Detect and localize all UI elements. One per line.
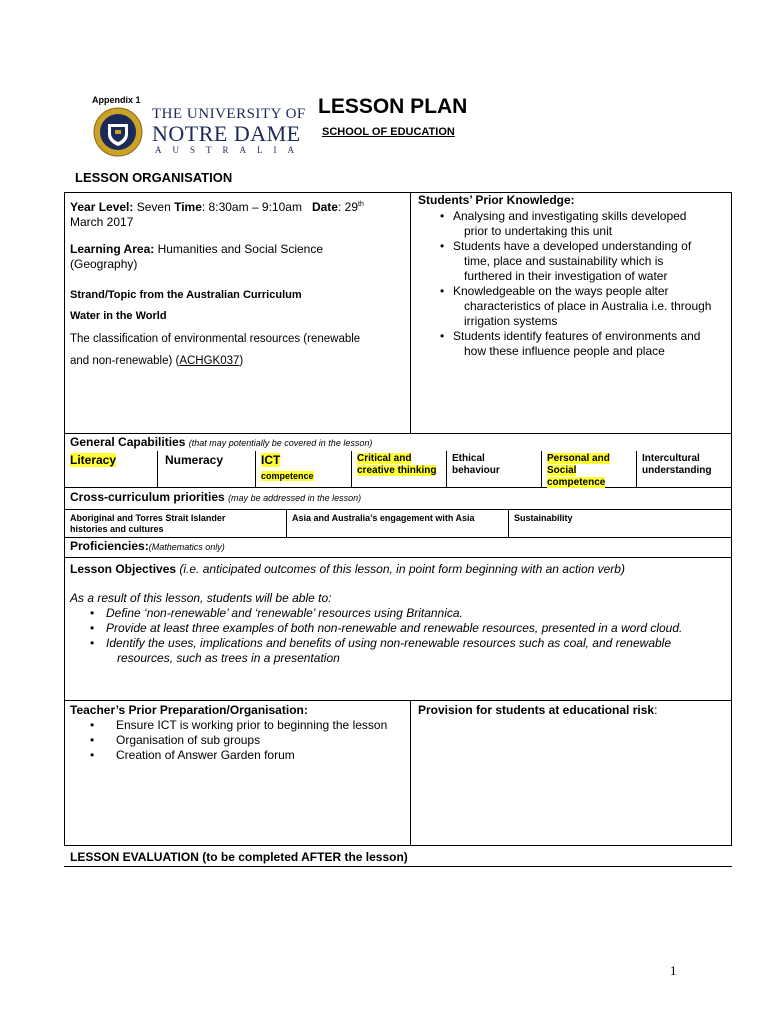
curriculum-code-link[interactable]: ACHGK037 [179,355,240,367]
personal-label-1: Personal and [547,453,610,464]
preparation-list [90,718,406,763]
year-level-label: Year Level: [70,200,134,214]
learning-area-value: Humanities and Social Science [157,242,324,256]
list-item [440,209,730,239]
intercultural-label-1: Intercultural [642,453,700,464]
university-name-line2: NOTRE DAME [152,121,301,146]
ethical-label-2: behaviour [452,465,500,476]
preparation-heading: Teacher’s Prior Preparation/Organisation: [70,703,308,717]
time-label: Time [174,200,202,214]
university-name-line1: THE UNIVERSITY OF [152,106,306,122]
list-item-line: furthered in their investigation of water [464,269,668,283]
critical-label-2: creative thinking [357,465,437,476]
date-value: : 29 [337,200,358,214]
strand-desc-close: ) [239,355,244,367]
strand-heading: Strand/Topic from the Australian Curriculum [70,289,302,301]
appendix-label: Appendix 1 [92,95,141,105]
bullet-icon: • [90,718,95,732]
proficiencies-row [70,539,225,555]
critical-label-1: Critical and [357,453,412,464]
objectives-header [70,562,625,577]
general-capabilities-header [70,435,372,451]
list-item-line: Define ‘non-renewable’ and ‘renewable’ resources using Britannica. [106,606,463,620]
priority-aboriginal-1: Aboriginal and Torres Strait Islander [70,513,226,523]
list-item [440,239,730,284]
list-item [90,718,406,733]
list-item [90,748,406,763]
capability-critical-thinking [357,453,436,477]
bullet-icon: • [440,209,445,223]
strand-description-1: The classification of environmental resources (renewable [70,333,361,345]
list-item-line: Students have a developed understanding of [453,239,692,253]
objectives-heading: Lesson Objectives [70,562,177,576]
proficiencies-heading: Proficiencies: [70,539,149,553]
list-item-line: Analysing and investigating skills developed [453,209,687,223]
bullet-icon: • [90,748,95,762]
bullet-icon: • [440,284,445,298]
bullet-icon: • [90,606,95,620]
intercultural-label-2: understanding [642,465,712,476]
bullet-icon: • [90,636,95,650]
list-item-line: characteristics of place in Australia i.e. through [464,299,712,313]
strand-description-2 [70,354,243,369]
page-number: 1 [670,963,677,978]
year-time-date [70,197,406,230]
provision-colon: : [654,703,658,717]
prior-knowledge-heading: Students’ Prior Knowledge: [418,193,575,207]
date-label: Date [311,200,338,214]
date-rest: March 2017 [70,215,134,229]
page-subtitle: SCHOOL OF EDUCATION [322,126,455,138]
objectives-intro: As a result of this lesson, students will be able to: [70,591,332,605]
list-item-line: Organisation of sub groups [116,733,261,747]
prior-knowledge-list [440,209,730,359]
capability-ict-label: ICT [261,453,281,467]
university-name-line3: AUSTRALIA [155,145,305,155]
capability-literacy-label: Literacy [70,453,117,467]
priority-sustainability: Sustainability [514,513,573,523]
proficiencies-note: (Mathematics only) [148,542,225,552]
list-item-line: Ensure ICT is working prior to beginning the lesson [116,718,388,732]
list-item [90,636,726,666]
provision-heading-text: Provision for students at educational risk [418,703,655,717]
bullet-icon: • [440,239,445,253]
list-item-line: Students identify features of environments and [453,329,701,343]
lesson-organisation-heading: LESSON ORGANISATION [75,170,233,185]
date-suffix: th [358,201,364,208]
bullet-icon: • [440,329,445,343]
list-item-line: Provide at least three examples of both non-renewable and renewable resources, presented in a word cloud. [106,621,683,635]
list-item [440,284,730,329]
list-item-line: irrigation systems [464,314,558,328]
list-item-line: how these influence people and place [464,344,665,358]
year-level-value: Seven [136,200,171,214]
capability-intercultural [642,453,711,477]
bullet-icon: • [90,621,95,635]
priority-asia: Asia and Australia’s engagement with Asia [292,513,475,523]
list-item [90,621,726,636]
learning-area [70,242,406,272]
lesson-evaluation-heading: LESSON EVALUATION (to be completed AFTER the lesson) [70,850,408,864]
bullet-icon: • [90,733,95,747]
university-crest-logo [90,106,146,158]
list-item-line: prior to undertaking this unit [464,224,613,238]
list-item [90,606,726,621]
cross-curriculum-note: (may be addressed in the lesson) [228,493,362,503]
list-item-line: resources, such as trees in a presentation [117,651,340,665]
list-item-line: time, place and sustainability which is [464,254,664,268]
objectives-list [90,606,726,666]
list-item-line: Creation of Answer Garden forum [116,748,295,762]
capability-numeracy: Numeracy [165,453,224,467]
capability-ethical [452,453,500,477]
page-title: LESSON PLAN [318,95,468,118]
capability-literacy [70,453,116,468]
time-value: : 8:30am – 9:10am [201,200,302,214]
objectives-note: (i.e. anticipated outcomes of this lesson, in point form beginning with an action verb) [179,562,625,576]
cross-curriculum-heading: Cross-curriculum priorities [70,490,225,504]
capability-ict [261,453,314,484]
general-capabilities-heading: General Capabilities [70,435,186,449]
learning-area-label: Learning Area: [70,242,155,256]
strand-topic: Water in the World [70,310,167,322]
list-item-line: Identify the uses, implications and benefits of using non-renewable resources such as coal, and renewable [106,636,672,650]
capability-personal-social [547,453,610,489]
priority-aboriginal [70,513,225,535]
learning-area-value-2: (Geography) [70,257,138,271]
strand-desc-text: and non-renewable) ( [70,355,180,367]
ethical-label-1: Ethical [452,453,485,464]
list-item [90,733,406,748]
general-capabilities-note: (that may potentially be covered in the lesson) [188,438,373,448]
priority-aboriginal-2: histories and cultures [70,524,164,534]
personal-label-2: Social [547,465,577,476]
capability-ict-label-2: competence [261,471,314,481]
personal-label-3: competence [547,477,606,488]
provision-heading [418,703,657,718]
list-item-line: Knowledgeable on the ways people alter [453,284,669,298]
list-item [440,329,730,359]
cross-curriculum-header [70,490,361,506]
